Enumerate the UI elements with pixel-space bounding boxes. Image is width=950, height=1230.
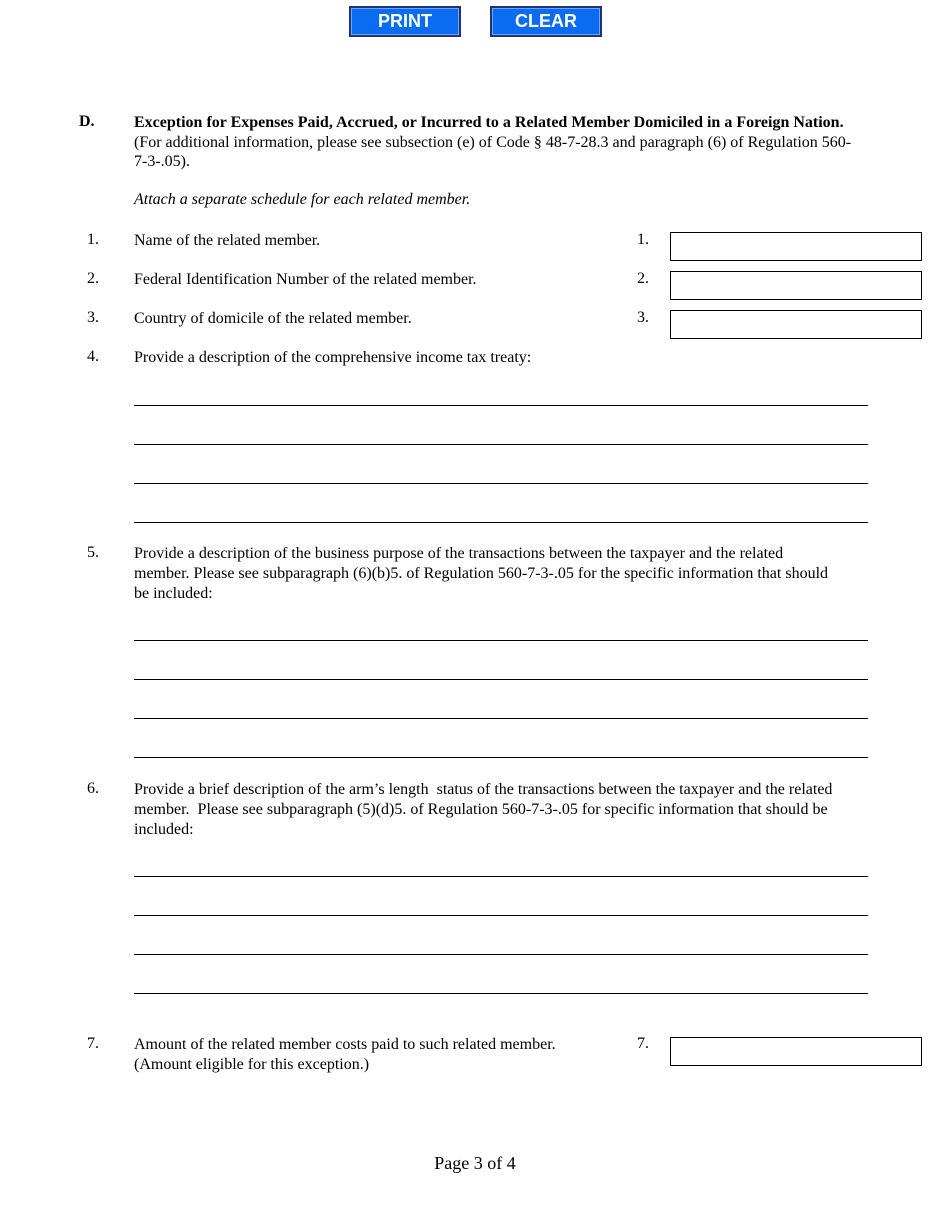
line-1-label: Name of the related member. [134,232,321,249]
line-6-number: 6. [87,780,99,797]
related-member-costs-field[interactable] [670,1037,922,1066]
business-purpose-line-3[interactable] [134,718,868,719]
attach-note: Attach a separate schedule for each related member. [134,191,471,208]
line-7-label: Amount of the related member costs paid to such related member. (Amount eligible for this exception.) [134,1036,556,1073]
line-1-right-number: 1. [637,231,649,248]
clear-button[interactable]: CLEAR [490,6,602,37]
line-2-right-number: 2. [637,270,649,287]
line-3-label: Country of domicile of the related member. [134,310,412,327]
related-member-name-field[interactable] [670,232,922,261]
arms-length-line-3[interactable] [134,954,868,955]
treaty-description-line-3[interactable] [134,483,868,484]
business-purpose-line-4[interactable] [134,757,868,758]
treaty-description-line-4[interactable] [134,522,868,523]
federal-id-field[interactable] [670,271,922,300]
line-4-number: 4. [87,348,99,365]
line-5-number: 5. [87,544,99,561]
arms-length-line-4[interactable] [134,993,868,994]
line-4-label: Provide a description of the comprehensive income tax treaty: [134,349,532,366]
line-2-number: 2. [87,270,99,287]
line-2-label: Federal Identification Number of the related member. [134,271,477,288]
section-letter: D. [79,113,95,130]
print-button[interactable]: PRINT [349,6,461,37]
line-3-right-number: 3. [637,309,649,326]
section-title: Exception for Expenses Paid, Accrued, or Incurred to a Related Member Domiciled in a Foreign Nation. [134,114,844,131]
page-number: Page 3 of 4 [434,1153,516,1173]
line-7-right-number: 7. [637,1035,649,1052]
treaty-description-line-2[interactable] [134,444,868,445]
section-title-note: (For additional information, please see subsection (e) of Code § 48-7-28.3 and paragraph (6) of Regulation 560-7-3-.05). [134,133,852,170]
line-5-label: Provide a description of the business purpose of the transactions between the taxpayer and the related member. Please see subparagraph (6)(b)5. of Regulation 560-7-3-.05 for the specific information that should be included: [134,545,829,602]
line-3-number: 3. [87,309,99,326]
arms-length-line-1[interactable] [134,876,868,877]
business-purpose-line-2[interactable] [134,679,868,680]
line-7-number: 7. [87,1035,99,1052]
treaty-description-line-1[interactable] [134,405,868,406]
country-of-domicile-field[interactable] [670,310,922,339]
arms-length-line-2[interactable] [134,915,868,916]
line-6-label: Provide a brief description of the arm’s length status of the transactions between the taxpayer and the related member. Please see subparagraph (5)(d)5. of Regulation 560-7-3-.05 for specific information that should be included: [134,781,837,838]
section-heading [134,113,854,172]
business-purpose-line-1[interactable] [134,640,868,641]
line-1-number: 1. [87,231,99,248]
